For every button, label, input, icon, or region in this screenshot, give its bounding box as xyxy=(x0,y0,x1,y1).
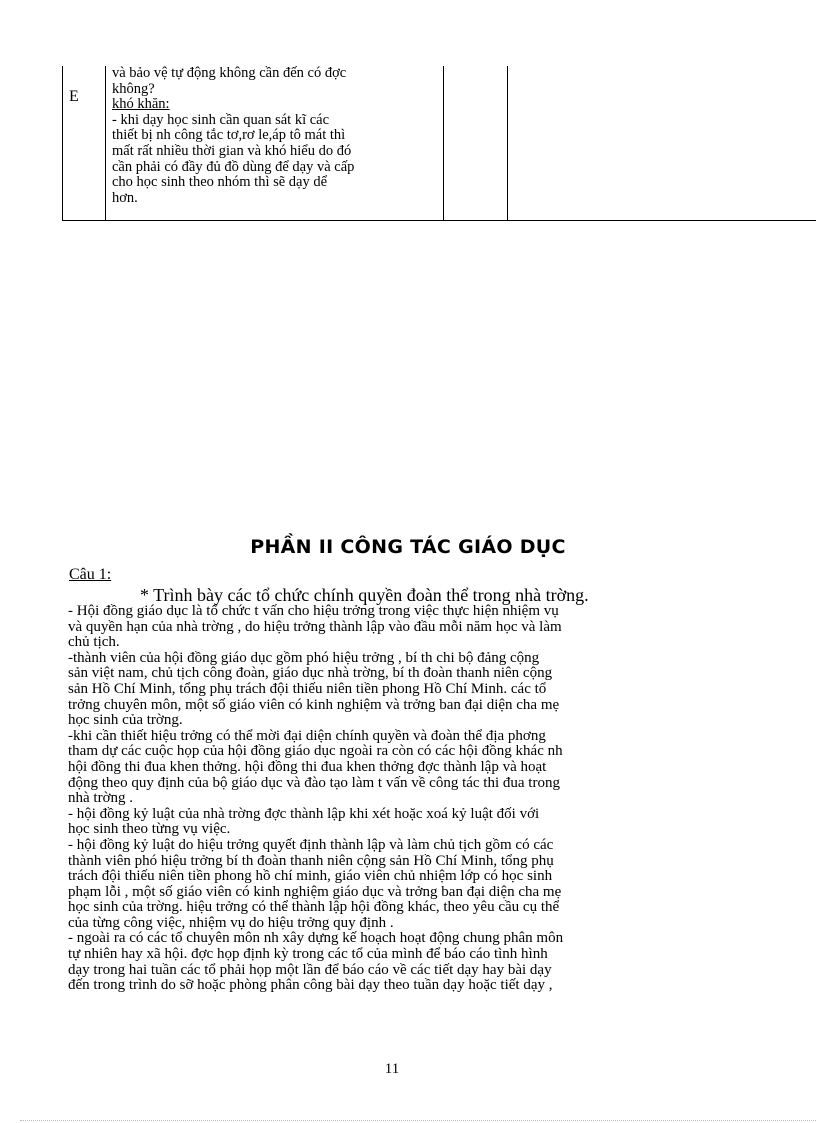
body-line: - ngoài ra có các tổ chuyên môn nh xây dựng kế hoạch hoạt động chung phân môn xyxy=(68,930,564,947)
body-line: học sinh của trờng. hiệu trởng có thể thành lập hội đồng khác, theo yêu cầu cụ thể xyxy=(68,899,560,916)
subheading: * Trình bày các tổ chức chính quyền đoàn thể trong nhà trờng. xyxy=(140,585,589,605)
cell-line: - khi dạy học sinh cần quan sát kĩ các xyxy=(112,111,330,128)
body-line: học sinh của trờng. xyxy=(68,712,183,729)
body-line: -khi cần thiết hiệu trởng có thể mời đại diện chính quyền và đoàn thể địa phơng xyxy=(68,727,546,744)
body-line: tham dự các cuộc họp của hội đồng giáo dục ngoài ra còn có các hội đồng khác nh xyxy=(68,743,563,760)
table-cell-content xyxy=(112,66,442,206)
body-line: đến trong trình do sỡ hoặc phòng phân công bài dạy theo tuần dạy hoặc tiết dạy , xyxy=(68,977,553,994)
difficulty-label: khó khăn: xyxy=(112,96,170,113)
body-line: và quyền hạn của nhà trờng , do hiệu trởng thành lập vào đầu mỗi năm học và làm xyxy=(68,618,562,635)
body-line: nhà trờng . xyxy=(68,790,134,807)
body-line: hội đồng thi đua khen thởng. hội đồng thi đua khen thởng đợc thành lập và hoạt xyxy=(68,758,547,775)
body-line: học sinh theo từng vụ việc. xyxy=(68,821,231,838)
table-divider xyxy=(443,66,444,220)
body-line: sản Hồ Chí Minh, tổng phụ trách đội thiếu niên tiền phong Hồ Chí Minh. các tổ xyxy=(68,680,547,697)
body-line: tự nhiên hay xã hội. đợc họp định kỳ trong các tổ của mình để báo cáo tình hình xyxy=(68,946,548,963)
row-label: E xyxy=(69,88,79,105)
body-line: dạy trong hai tuần các tổ phải họp một lần để báo cáo về các tiết dạy hay bài dạy xyxy=(68,961,552,978)
body-line: phạm lỗi , một số giáo viên có kinh nghiệm giáo dục và trởng ban đại diện cha mẹ xyxy=(68,883,562,900)
table-fragment xyxy=(62,66,816,221)
cell-line: hơn. xyxy=(112,189,138,206)
cell-line: và bảo vệ tự động không cần đến có đợc xyxy=(112,65,347,81)
cell-line: cần phải có đầy đủ đồ dùng để dạy và cấp xyxy=(112,158,355,175)
table-divider xyxy=(507,66,508,220)
body-line: thành viên phó hiệu trởng bí th đoàn thanh niên cộng sản Hồ Chí Minh, tổng phụ xyxy=(68,852,554,869)
question-label: Câu 1: xyxy=(69,566,112,583)
body-line: trởng chuyên môn, một số giáo viên có kinh nghiệm và trởng ban đại diện cha mẹ xyxy=(68,696,560,713)
body-line: - hội đồng kỷ luật của nhà trờng đợc thành lập khi xét hoặc xoá kỷ luật đối với xyxy=(68,805,540,822)
body-line: của từng công việc, nhiệm vụ do hiệu trởng quy định . xyxy=(68,914,394,931)
body-line: trách đội thiếu niên tiền phong hồ chí minh, giáo viên chủ nhiệm lớp có học sinh xyxy=(68,868,553,885)
cell-line: thiết bị nh công tắc tơ,rơ le,áp tô mát thì xyxy=(112,127,346,144)
cell-line: mất rất nhiều thời gian và khó hiểu do đó xyxy=(112,142,352,159)
cell-line: không? xyxy=(112,80,155,97)
body-line: - hội đồng kỷ luật do hiệu trởng quyết định thành lập và làm chủ tịch gồm có các xyxy=(68,836,554,853)
body-text xyxy=(68,604,728,994)
body-line: -thành viên của hội đồng giáo dục gồm phó hiệu trởng , bí th chi bộ đảng cộng xyxy=(68,649,540,666)
page-number: 11 xyxy=(384,1061,400,1077)
body-line: động theo quy định của bộ giáo dục và đào tạo làm t vấn về công tác thi đua trong xyxy=(68,774,560,791)
body-line: chủ tịch. xyxy=(68,634,120,651)
cell-line: cho học sinh theo nhóm thì sẽ dạy dể xyxy=(112,174,328,191)
table-divider xyxy=(105,66,106,220)
section-title: PHẦN II CÔNG TÁC GIÁO DỤC xyxy=(250,536,566,558)
body-line: - Hội đồng giáo dục là tổ chức t vấn cho hiệu trởng trong việc thực hiện nhiệm vụ xyxy=(68,603,559,619)
body-line: sản việt nam, chủ tịch công đoàn, giáo dục nhà trờng, bí th đoàn thanh niên cộng xyxy=(68,665,553,682)
page-edge-divider xyxy=(20,1120,816,1121)
